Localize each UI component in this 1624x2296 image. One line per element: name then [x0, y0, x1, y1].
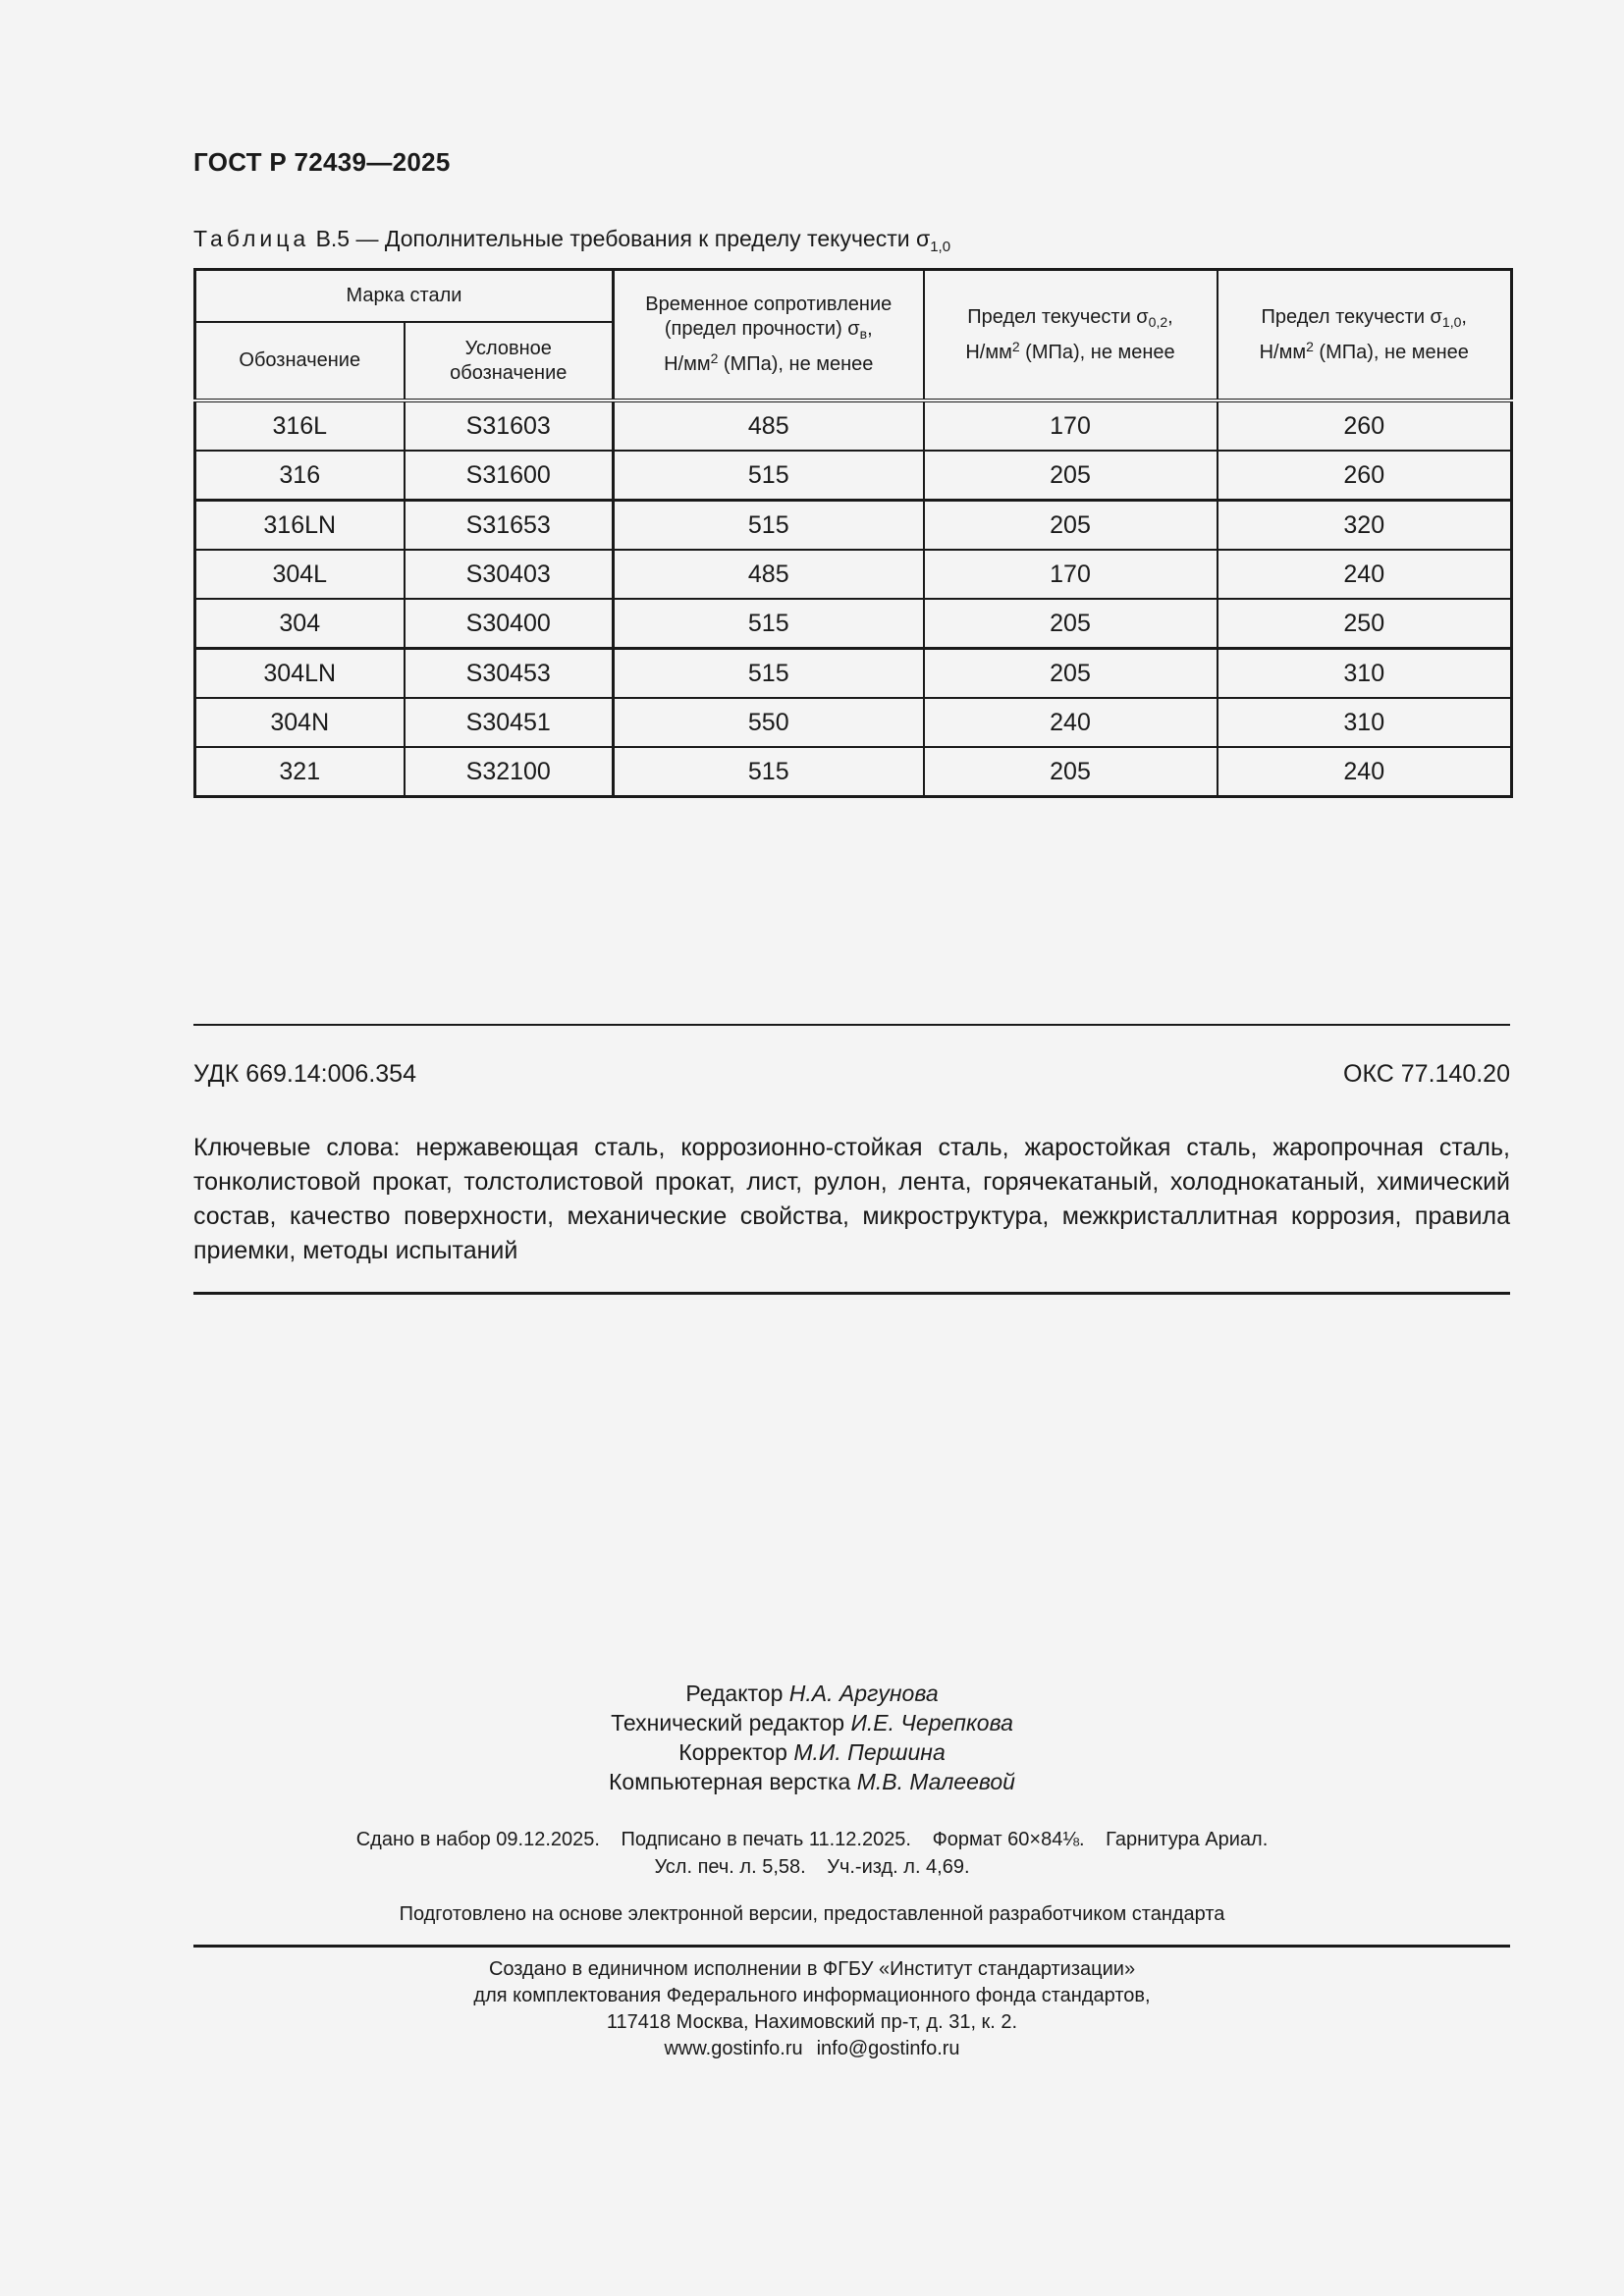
document-code: ГОСТ Р 72439—2025: [193, 147, 451, 177]
print-info-line1: Сдано в набор 09.12.2025. Подписано в печать 11.12.2025. Формат 60×84⅛. Гарнитура Ариал.: [355, 1829, 1269, 1850]
cell-conditional: S31600: [405, 451, 614, 501]
cell-tensile: 550: [614, 698, 924, 747]
cell-tensile: 515: [614, 649, 924, 699]
cell-conditional: S30451: [405, 698, 614, 747]
table-caption-word: Таблица: [193, 226, 310, 251]
cell-yield02: 205: [924, 649, 1218, 699]
cell-yield10: 260: [1218, 451, 1512, 501]
print-info: [0, 1826, 1624, 1881]
table-body: [195, 400, 1512, 797]
cell-yield02: 205: [924, 599, 1218, 649]
table-row: [195, 550, 1512, 599]
header-yield-1-0: Предел текучести $\sigma_{1,0}$, $Н/мм^2$ (МПа), не менее: [1218, 270, 1512, 401]
cell-designation: 321: [195, 747, 405, 797]
credit-layout: Компьютерная верстка М.В. Малеевой: [609, 1769, 1015, 1794]
cell-designation: 316LN: [195, 501, 405, 551]
cell-tensile: 485: [614, 400, 924, 451]
prepared-note: Подготовлено на основе электронной версии, предоставленной разработчиком стандарта: [399, 1903, 1225, 1925]
divider-top: [193, 1024, 1510, 1026]
website-link[interactable]: www.gostinfo.ru: [664, 2038, 803, 2059]
table-caption-subscript: 1,0: [930, 239, 951, 255]
keywords-paragraph: Ключевые слова: нержавеющая сталь, коррозионно-стойкая сталь, жаростойкая сталь, жаропрочная сталь, тонколистовой прокат, толстолистовой прокат, лист, рулон, лента, горячекатаный, холоднокатаный, химический состав, качество поверхности, механические свойства, микроструктура, межкристаллитная коррозия, правила приемки, методы испытаний: [193, 1134, 1510, 1264]
cell-yield02: 170: [924, 400, 1218, 451]
cell-yield02: 205: [924, 501, 1218, 551]
cell-yield10: 320: [1218, 501, 1512, 551]
divider-keywords: [193, 1292, 1510, 1295]
credits-block: [0, 1679, 1624, 1796]
cell-designation: 304L: [195, 550, 405, 599]
cell-tensile: 515: [614, 747, 924, 797]
cell-conditional: S32100: [405, 747, 614, 797]
cell-tensile: 515: [614, 451, 924, 501]
table-caption-text: В.5 — Дополнительные требования к пределу текучести σ: [315, 226, 931, 251]
cell-designation: 316: [195, 451, 405, 501]
cell-designation: 304N: [195, 698, 405, 747]
cell-yield02: 240: [924, 698, 1218, 747]
cell-yield02: 205: [924, 747, 1218, 797]
udk-code: УДК 669.14:006.354: [193, 1060, 416, 1088]
oks-code: ОКС 77.140.20: [1343, 1060, 1510, 1088]
table-row: [195, 747, 1512, 797]
cell-conditional: S31603: [405, 400, 614, 451]
table-row: [195, 599, 1512, 649]
cell-conditional: S30453: [405, 649, 614, 699]
cell-tensile: 485: [614, 550, 924, 599]
cell-yield10: 310: [1218, 698, 1512, 747]
cell-yield10: 240: [1218, 550, 1512, 599]
cell-conditional: S30403: [405, 550, 614, 599]
publisher-info: Создано в единичном исполнении в ФГБУ «Институт стандартизации» для комплектования Федерального информационного фонда стандартов, 117418 Москва, Нахимовский пр-т, д. 31, к. 2. www.gostinfo.ru info@gostinfo.ru: [473, 1958, 1151, 2059]
header-tensile-strength: Временное сопротивление (предел прочности) $\sigma_в$, $Н/мм^2$ (МПа), не менее: [614, 270, 924, 401]
cell-designation: 316L: [195, 400, 405, 451]
credit-proofreader: Корректор М.И. Першина: [678, 1739, 946, 1765]
credit-technical-editor: Технический редактор И.Е. Черепкова: [611, 1710, 1013, 1735]
header-yield-0-2: Предел текучести $\sigma_{0,2}$, $Н/мм^2$ (МПа), не менее: [924, 270, 1218, 401]
cell-yield02: 170: [924, 550, 1218, 599]
header-steel-grade: Марка стали: [195, 270, 614, 323]
table-row: [195, 698, 1512, 747]
header-designation: Обозначение: [195, 322, 405, 400]
table-row: [195, 649, 1512, 699]
yield-requirements-table: [193, 268, 1513, 798]
credit-editor: Редактор Н.А. Аргунова: [685, 1681, 939, 1706]
cell-yield10: 260: [1218, 400, 1512, 451]
cell-designation: 304: [195, 599, 405, 649]
divider-bottom: [193, 1945, 1510, 1948]
table-row: [195, 451, 1512, 501]
cell-yield02: 205: [924, 451, 1218, 501]
cell-tensile: 515: [614, 599, 924, 649]
table-row: [195, 400, 1512, 451]
cell-yield10: 250: [1218, 599, 1512, 649]
cell-designation: 304LN: [195, 649, 405, 699]
cell-conditional: S31653: [405, 501, 614, 551]
table-row: [195, 501, 1512, 551]
cell-tensile: 515: [614, 501, 924, 551]
cell-yield10: 240: [1218, 747, 1512, 797]
print-info-line2: Усл. печ. л. 5,58. Уч.-изд. л. 4,69.: [654, 1856, 970, 1878]
header-conditional-designation: Условное обозначение: [405, 322, 614, 400]
cell-conditional: S30400: [405, 599, 614, 649]
table-caption: [193, 226, 950, 255]
cell-yield10: 310: [1218, 649, 1512, 699]
email-link[interactable]: info@gostinfo.ru: [816, 2038, 960, 2059]
